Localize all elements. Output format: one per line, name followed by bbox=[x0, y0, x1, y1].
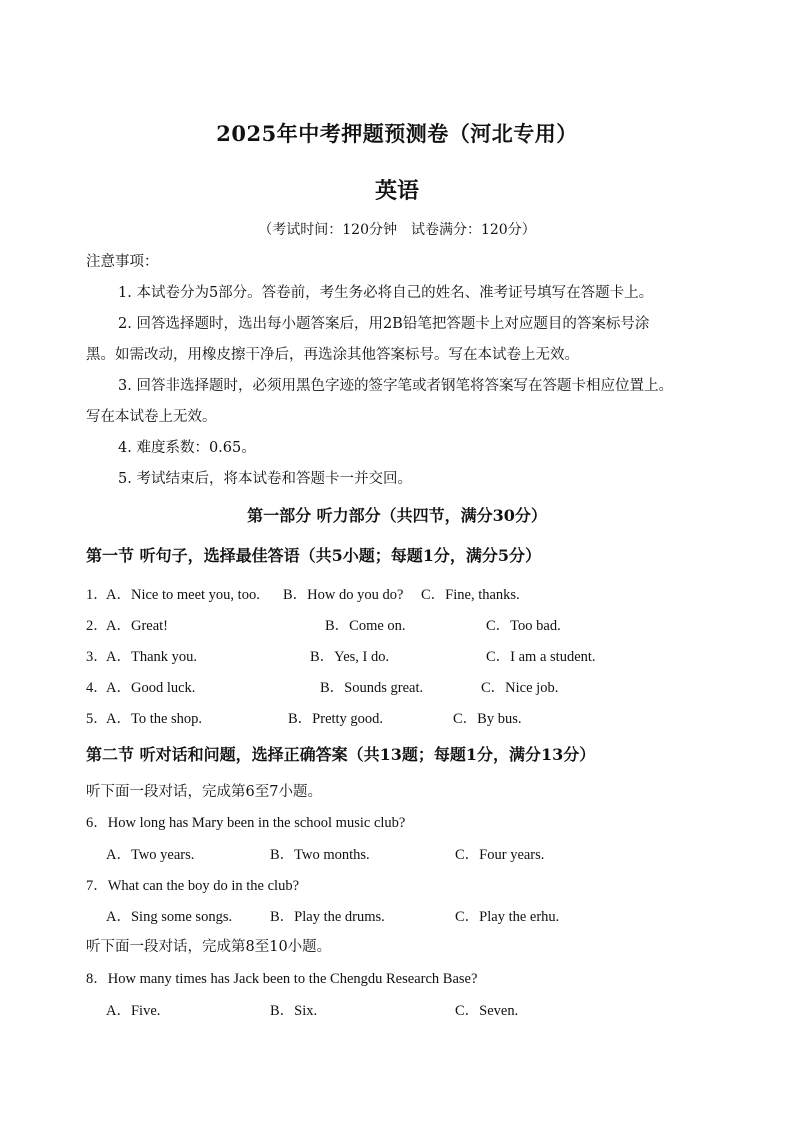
option-b: B．Two months. bbox=[270, 847, 370, 863]
option-a: A．To the shop. bbox=[106, 711, 203, 727]
option-a: A．Good luck. bbox=[106, 680, 196, 696]
option-a: A．Thank you. bbox=[106, 649, 198, 665]
note-item-3-cont: 写在本试卷上无效。 bbox=[86, 409, 217, 425]
option-c: C．By bus. bbox=[453, 711, 522, 727]
note-item-3: 3. 回答非选择题时，必须用黑色字迹的签字笔或者钢笔将答案写在答题卡相应位置上。 bbox=[118, 378, 673, 394]
option-c: C．Seven. bbox=[455, 1003, 519, 1019]
question-stem: 8．How many times has Jack been to the Chengdu Research Base? bbox=[86, 971, 478, 987]
option-c: C．Play the erhu. bbox=[455, 909, 560, 925]
option-c: C．Nice job. bbox=[481, 680, 559, 696]
option-c: C．Four years. bbox=[455, 847, 545, 863]
note-item-4: 4. 难度系数：0.65。 bbox=[118, 440, 256, 456]
option-c: C．Fine, thanks. bbox=[421, 587, 520, 603]
option-a: A．Sing some songs. bbox=[106, 909, 233, 925]
question-number: 1． bbox=[86, 587, 108, 603]
section1-title: 第一节 听句子，选择最佳答语（共5小题；每题1分，满分5分） bbox=[86, 546, 541, 565]
exam-title: 2025年中考押题预测卷（河北专用） bbox=[216, 121, 578, 146]
subject-title: 英语 bbox=[374, 178, 419, 204]
option-b: B．Yes, I do. bbox=[310, 649, 390, 665]
notes-heading: 注意事项： bbox=[86, 254, 159, 270]
question-number: 5． bbox=[86, 711, 108, 727]
note-item-5: 5. 考试结束后，将本试卷和答题卡一并交回。 bbox=[118, 471, 412, 487]
option-a: A．Two years. bbox=[106, 847, 195, 863]
note-item-2: 2. 回答选择题时，选出每小题答案后，用2B铅笔把答题卡上对应题目的答案标号涂 bbox=[118, 316, 650, 332]
question-number: 4． bbox=[86, 680, 108, 696]
note-item-2-cont: 黑。如需改动，用橡皮擦干净后，再选涂其他答案标号。写在本试卷上无效。 bbox=[86, 347, 579, 363]
option-a: A．Great! bbox=[106, 618, 169, 634]
dialogue-intro-1: 听下面一段对话，完成第6至7小题。 bbox=[86, 784, 322, 800]
question-stem: 7．What can the boy do in the club? bbox=[86, 878, 300, 894]
option-b: B．Play the drums. bbox=[270, 909, 385, 925]
question-number: 2． bbox=[86, 618, 108, 634]
option-c: C．I am a student. bbox=[486, 649, 596, 665]
part1-title: 第一部分 听力部分（共四节，满分30分） bbox=[247, 506, 547, 525]
option-a: A．Nice to meet you, too. bbox=[106, 587, 260, 603]
dialogue-intro-2: 听下面一段对话，完成第8至10小题。 bbox=[86, 939, 332, 955]
option-c: C．Too bad. bbox=[486, 618, 561, 634]
option-b: B．Six. bbox=[270, 1003, 318, 1019]
exam-info: （考试时间：120分钟 试卷满分：120分） bbox=[258, 222, 536, 238]
option-b: B．How do you do? bbox=[283, 587, 404, 603]
option-b: B．Pretty good. bbox=[288, 711, 384, 727]
option-b: B．Sounds great. bbox=[320, 680, 424, 696]
option-b: B．Come on. bbox=[325, 618, 406, 634]
question-number: 3． bbox=[86, 649, 108, 665]
question-stem: 6．How long has Mary been in the school music club? bbox=[86, 815, 406, 831]
section2-title: 第二节 听对话和问题，选择正确答案（共13题；每题1分，满分13分） bbox=[86, 745, 596, 764]
option-a: A．Five. bbox=[106, 1003, 161, 1019]
note-item-1: 1. 本试卷分为5部分。答卷前，考生务必将自己的姓名、准考证号填写在答题卡上。 bbox=[118, 285, 654, 301]
